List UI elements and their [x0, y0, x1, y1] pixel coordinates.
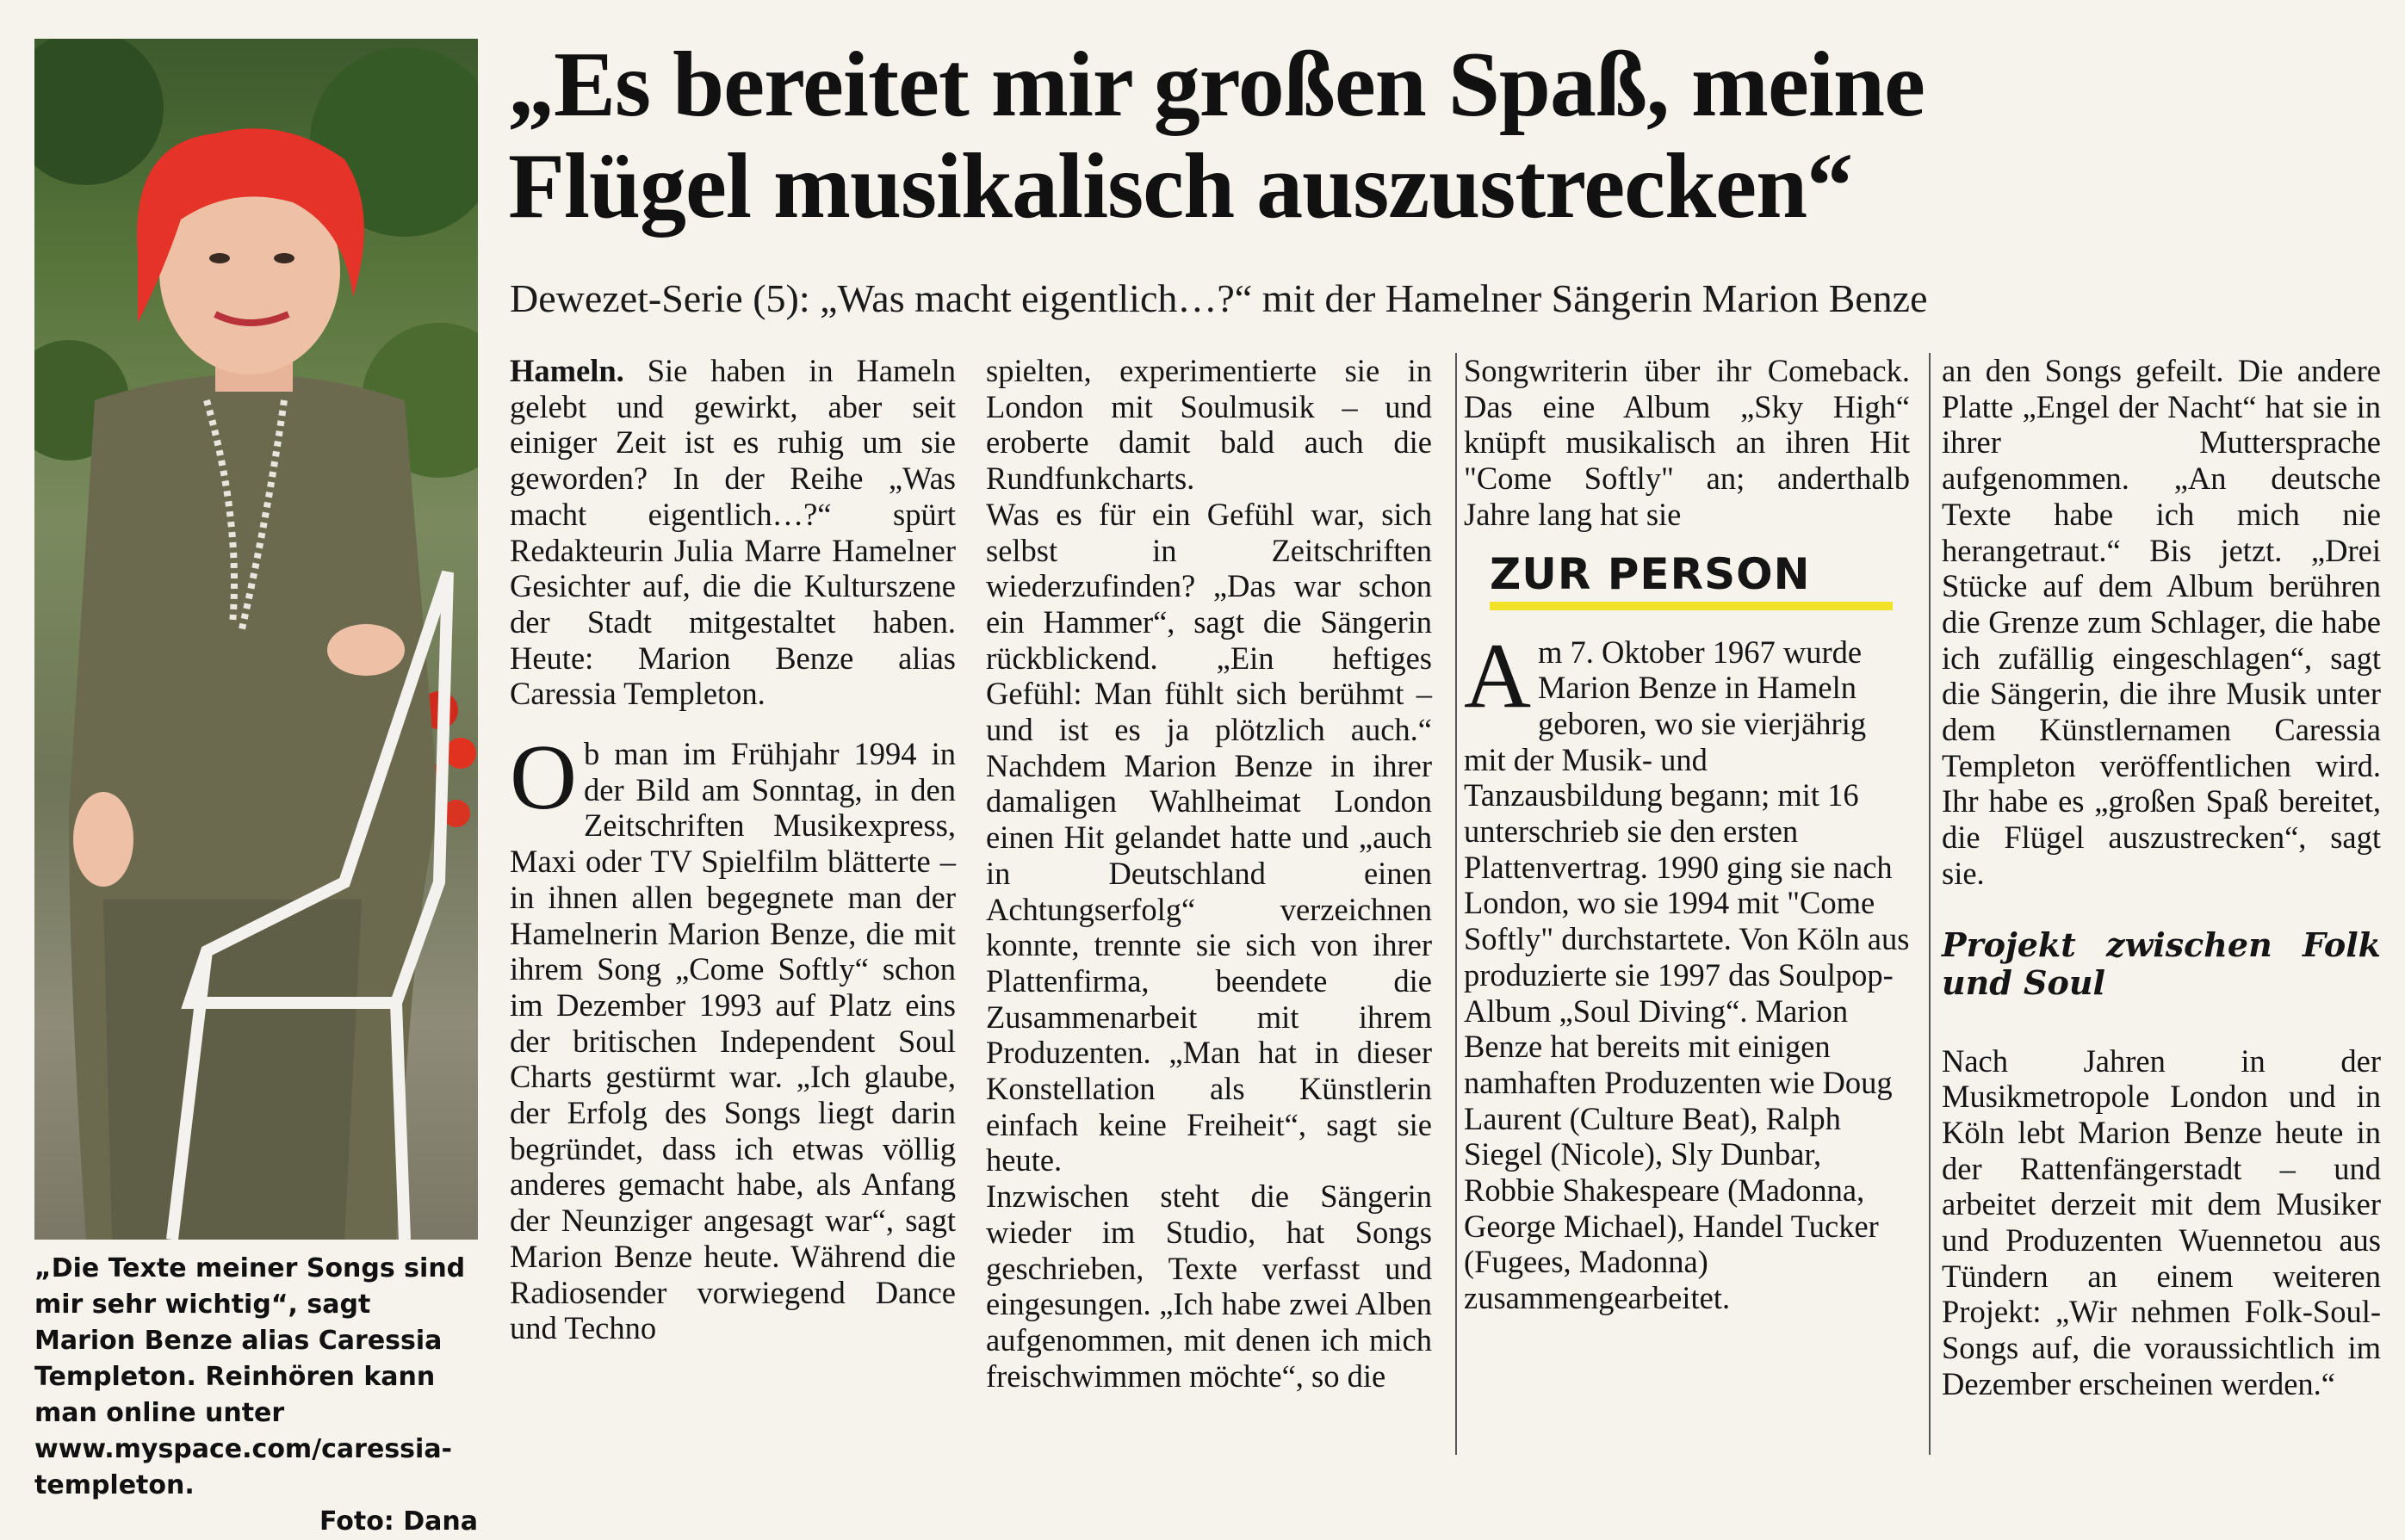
intro-text: Sie haben in Hameln gelebt und gewirkt, aber seit einiger Zeit ist es ruhig um sie geworden? In der Reihe „Was macht eigentlich…?“ spürt Redakteurin Julia Marre Hamelner Gesichter auf, die die Kulturszene der Stadt mitgestaltet haben. Heute: Marion Benze alias Caressia Templeton. [510, 353, 957, 712]
column-divider-2 [1929, 353, 1931, 1455]
body-paragraph-4: an den Songs gefeilt. Die andere Platte „Engel der Nacht“ hat sie in ihrer Muttersprache aufgenommen. „An deutsche Texte habe ich mich nie herangetraut.“ Bis jetzt. „Drei Stücke auf dem Album berühren die Grenze zum Schlager, die habe ich zufällig eingeschlagen“, sagt die Sängerin, die ihre Musik unter dem Künstlernamen Caressia Templeton veröffentlichen wird. Ihr habe es „großen Spaß bereitet, die Flügel auszustrecken“, sagt sie. [1942, 353, 2381, 891]
body-paragraph-1-continued: spielten, experimentierte sie in London mit Soulmusik – und eroberte damit bald auch die Rundfunkcharts. [986, 353, 1432, 497]
article-column-1 [510, 353, 956, 1346]
drop-cap: O [510, 727, 577, 830]
article-column-3 [1464, 353, 1910, 1316]
headline [508, 34, 2368, 238]
photo-credit: Foto: Dana [319, 1506, 478, 1537]
subheadline: Dewezet-Serie (5): „Was macht eigentlich…?“ mit der Hamelner Sängerin Marion Benze [510, 276, 1928, 320]
dateline: Hameln. [510, 353, 624, 388]
article-column-2 [986, 353, 1432, 1394]
article-photo [34, 39, 478, 1240]
body-paragraph-1-text: b man im Frühjahr 1994 in der Bild am Sonntag, in den Zeitschriften Musikexpress, Maxi oder TV Spielfilm blätterte – in ihnen allen begegnete man der Hamelnerin Marion Benze, die mit ihrem Song „Come Softly“ schon im Dezember 1993 auf Platz eins der britischen Independent Soul Charts gestürmt war. „Ich glaube, der Erfolg des Songs liegt darin begründet, dass ich etwas völlig anderes gemacht habe, als Anfang der Neunziger angesagt war“, sagt Marion Benze heute. Während die Radiosender vorwiegend Dance und Techno [510, 736, 956, 1346]
caption-text: „Die Texte meiner Songs sind mir sehr wichtig“, sagt Marion Benze alias Caressia Templeton. Reinhören kann man online unter www.myspace.com/caressia-templeton. [34, 1253, 466, 1500]
body-paragraph-5: Nach Jahren in der Musikmetropole London und in Köln lebt Marion Benze heute in der Rattenfängerstadt – und arbeitet derzeit mit dem Musiker und Produzenten Wuennetou aus Tündern an einem weiteren Projekt: „Wir nehmen Folk-Soul-Songs auf, die voraussichtlich im Dezember erscheinen werden.“ [1942, 1042, 2381, 1401]
body-paragraph-1 [510, 727, 956, 1346]
photo-caption [34, 1251, 478, 1540]
photo-illustration [34, 39, 478, 1240]
article-column-4 [1942, 353, 2381, 1402]
zur-person-drop-cap: A [1464, 624, 1531, 727]
intro-paragraph [510, 353, 956, 712]
zur-person-text [1464, 624, 1910, 1316]
zur-person-body: m 7. Oktober 1967 wurde Marion Benze in Hameln geboren, wo sie vierjährig mit der Musik- und Tanzausbildung begann; mit 16 unterschrieb sie den ersten Plattenvertrag. 1990 ging sie nach London, wo sie 1994 mit "Come Softly" durchstartete. Von Köln aus produzierte sie 1997 das Soulpop-Album „Soul Diving“. Marion Benze hat bereits mit einigen namhaften Produzenten wie Doug Laurent (Culture Beat), Ralph Siegel (Nicole), Sly Dunbar, Robbie Shakespeare (Madonna, George Michael), Handel Tucker (Fugees, Madonna) zusammengearbeitet. [1464, 634, 1910, 1316]
body-paragraph-2: Was es für ein Gefühl war, sich selbst in Zeitschriften wiederzufinden? „Das war schon ein Hammer“, sagt die Sängerin rückblickend. „Ein heftiges Gefühl: Man fühlt sich berühmt – und ist es ja plötzlich auch.“ Nachdem Marion Benze in ihrer damaligen Wahlheimat London einen Hit gelandet hatte und „auch in Deutschland einen Achtungserfolg“ verzeichnen konnte, trennte sie sich von ihrer Plattenfirma, beendete die Zusammenarbeit mit ihrem Produzenten. „Man hat in dieser Konstellation als Künstlerin einfach keine Freiheit“, sagt sie heute. [986, 496, 1432, 1178]
headline-line-2: Flügel musikalisch auszustrecken“ [508, 135, 1853, 238]
column-divider [1455, 353, 1457, 1455]
body-paragraph-3: Inzwischen steht die Sängerin wieder im Studio, hat Songs geschrieben, Texte verfasst und eingesungen. „Ich habe zwei Alben aufgenommen, mit denen ich mich freischwimmen möchte“, so die [986, 1178, 1432, 1394]
zur-person-title: ZUR PERSON [1490, 548, 1811, 599]
headline-line-1: „Es bereitet mir großen Spaß, meine [508, 34, 1925, 136]
zur-person-underline [1490, 602, 1893, 610]
section-subheading: Projekt zwischen Folk und Soul [1942, 925, 2381, 1002]
body-paragraph-3-continued: Songwriterin über ihr Comeback. Das eine Album „Sky High“ knüpft musikalisch an ihren Hit "Come Softly" an; anderthalb Jahre lang hat sie [1464, 353, 1910, 532]
